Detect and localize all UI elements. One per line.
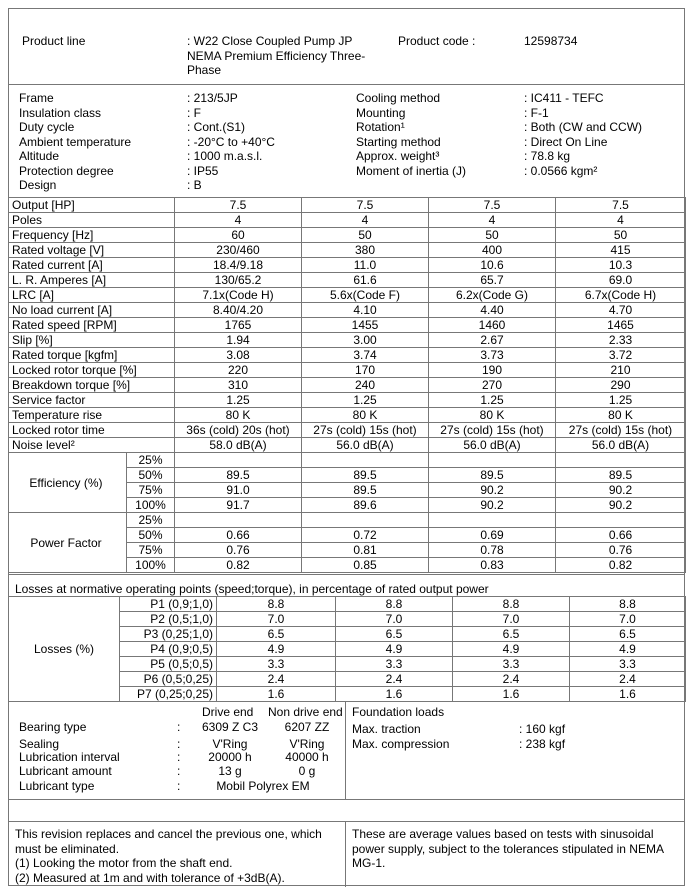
table-row	[9, 213, 686, 228]
spec-value: : IP55	[187, 163, 219, 178]
row-label: Rated voltage [V]	[9, 243, 175, 258]
cell-value: 0.72	[302, 528, 429, 543]
cell-value: 1765	[175, 318, 302, 333]
cell-value: 4	[556, 213, 686, 228]
cell-value: 0.85	[302, 558, 429, 573]
cell-value: 3.3	[217, 657, 336, 672]
spec-label: Frame	[19, 91, 54, 105]
non-drive-end-header: Non drive end	[268, 705, 343, 719]
cell-value: 1.94	[175, 333, 302, 348]
bearing-label: Lubrication interval	[19, 750, 120, 764]
cell-value: 220	[175, 363, 302, 378]
cell-value: 89.5	[175, 468, 302, 483]
cell-value: 6.7x(Code H)	[556, 288, 686, 303]
spec-label: Approx. weight³	[356, 149, 440, 163]
foundation-value: : 160 kgf	[519, 722, 566, 736]
operating-point: P4 (0,9;0,5)	[120, 642, 217, 657]
ratings-table	[8, 197, 686, 453]
cell-value: 7.5	[175, 198, 302, 213]
product-code-label: Product code :	[398, 34, 476, 48]
cell-value: 290	[556, 378, 686, 393]
cell-value: 90.2	[429, 498, 556, 513]
table-row	[9, 453, 686, 468]
table-row	[9, 597, 686, 612]
cell-value: 4.40	[429, 303, 556, 318]
bearing-colon: :	[177, 750, 181, 764]
row-label: Service factor	[9, 393, 175, 408]
cell-value	[429, 453, 556, 468]
row-label: Slip [%]	[9, 333, 175, 348]
drive-end-value: 6309 Z C3	[201, 720, 259, 734]
cell-value: 0.76	[175, 543, 302, 558]
spec-value: : Both (CW and CCW)	[524, 120, 643, 134]
table-row	[9, 258, 686, 273]
cell-value: 6.5	[336, 627, 453, 642]
cell-value: 4.9	[570, 642, 686, 657]
cell-value: 3.74	[302, 348, 429, 363]
note-line: MG-1.	[352, 856, 386, 870]
cell-value: 27s (cold) 15s (hot)	[302, 423, 429, 438]
foundation-label: Max. compression	[352, 737, 450, 751]
table-row	[9, 273, 686, 288]
spec-value: : -20°C to +40°C	[187, 134, 275, 149]
non-drive-end-value: 6207 ZZ	[284, 720, 330, 734]
cell-value: 90.2	[556, 498, 686, 513]
drive-end-value: V'Ring	[212, 737, 248, 751]
foundation-value: : 238 kgf	[519, 737, 566, 751]
cell-value: 91.0	[175, 483, 302, 498]
cell-value: 4	[302, 213, 429, 228]
row-label: Breakdown torque [%]	[9, 378, 175, 393]
cell-value: 0.76	[556, 543, 686, 558]
spec-value: : Cont.(S1)	[187, 120, 246, 134]
cell-value: 50	[429, 228, 556, 243]
cell-value: 6.2x(Code G)	[429, 288, 556, 303]
product-code-value: 12598734	[524, 34, 578, 48]
load-label: 75%	[127, 483, 175, 498]
cell-value: 8.8	[336, 597, 453, 612]
cell-value: 8.8	[453, 597, 570, 612]
cell-value: 8.40/4.20	[175, 303, 302, 318]
cell-value: 170	[302, 363, 429, 378]
operating-point: P6 (0,5;0,25)	[120, 672, 217, 687]
cell-value: 1.6	[453, 687, 570, 702]
cell-value: 4	[175, 213, 302, 228]
cell-value: 0.69	[429, 528, 556, 543]
divider	[9, 84, 684, 85]
spec-label: Mounting	[356, 105, 406, 120]
cell-value: 130/65.2	[175, 273, 302, 288]
cell-value: 2.4	[570, 672, 686, 687]
cell-value: 1.25	[556, 393, 686, 408]
cell-value: 210	[556, 363, 686, 378]
cell-value: 7.1x(Code H)	[175, 288, 302, 303]
row-label: Noise level²	[9, 438, 175, 453]
bearing-label: Sealing	[19, 737, 60, 751]
cell-value: 89.5	[302, 483, 429, 498]
cell-value: 230/460	[175, 243, 302, 258]
note-line: (1) Looking the motor from the shaft end.	[15, 856, 233, 870]
spec-value: : 213/5JP	[187, 91, 238, 105]
cell-value: 90.2	[429, 483, 556, 498]
note-line: These are average values based on tests with sinusoidal	[352, 827, 654, 841]
spec-value: : Direct On Line	[524, 134, 608, 149]
cell-value: 1460	[429, 318, 556, 333]
row-label: LRC [A]	[9, 288, 175, 303]
cell-value: 90.2	[556, 483, 686, 498]
cell-value: 58.0 dB(A)	[175, 438, 302, 453]
cell-value: 6.5	[217, 627, 336, 642]
cell-value: 0.82	[556, 558, 686, 573]
cell-value: 7.5	[429, 198, 556, 213]
cell-value: 3.08	[175, 348, 302, 363]
cell-value: 89.5	[429, 468, 556, 483]
power-factor-label: Power Factor	[9, 513, 127, 573]
drive-end-header: Drive end	[202, 705, 254, 719]
datasheet	[8, 8, 685, 886]
cell-value: 56.0 dB(A)	[429, 438, 556, 453]
cell-value: 4.9	[336, 642, 453, 657]
cell-value: 60	[175, 228, 302, 243]
cell-value: 1.6	[570, 687, 686, 702]
cell-value: 11.0	[302, 258, 429, 273]
cell-value: 89.5	[556, 468, 686, 483]
load-label: 25%	[127, 513, 175, 528]
divider	[345, 702, 346, 799]
table-row	[9, 393, 686, 408]
spec-label: Ambient temperature	[19, 134, 132, 149]
cell-value: 56.0 dB(A)	[556, 438, 686, 453]
row-label: Rated current [A]	[9, 258, 175, 273]
lubricant-type-value: Mobil Polyrex EM	[216, 779, 310, 793]
losses-table	[8, 596, 686, 702]
operating-point: P5 (0,5;0,5)	[120, 657, 217, 672]
cell-value	[175, 453, 302, 468]
cell-value	[302, 513, 429, 528]
drive-end-value: 20000 h	[208, 750, 252, 764]
cell-value: 0.66	[556, 528, 686, 543]
cell-value: 89.5	[302, 468, 429, 483]
bearing-label: Lubricant amount	[19, 764, 112, 778]
cell-value: 69.0	[556, 273, 686, 288]
row-label: Locked rotor torque [%]	[9, 363, 175, 378]
load-label: 100%	[127, 498, 175, 513]
table-row	[9, 318, 686, 333]
drive-end-value: 13 g	[218, 764, 242, 778]
spec-label: Rotation¹	[356, 120, 405, 134]
spec-label: Starting method	[356, 134, 441, 149]
cell-value: 270	[429, 378, 556, 393]
cell-value: 50	[302, 228, 429, 243]
load-label: 75%	[127, 543, 175, 558]
table-row	[9, 333, 686, 348]
cell-value: 5.6x(Code F)	[302, 288, 429, 303]
divider	[9, 574, 684, 575]
product-line-value: : W22 Close Coupled Pump JP NEMA Premium Efficiency Three-Phase	[187, 34, 366, 77]
spec-value: : 78.8 kg	[524, 149, 571, 163]
cell-value: 4	[429, 213, 556, 228]
cell-value: 3.3	[453, 657, 570, 672]
product-line-label: Product line	[22, 34, 86, 48]
load-label: 25%	[127, 453, 175, 468]
cell-value: 80 K	[302, 408, 429, 423]
cell-value: 400	[429, 243, 556, 258]
operating-point: P2 (0,5;1,0)	[120, 612, 217, 627]
cell-value	[429, 513, 556, 528]
spec-label: Insulation class	[19, 105, 102, 120]
cell-value: 3.3	[336, 657, 453, 672]
operating-point: P3 (0,25;1,0)	[120, 627, 217, 642]
cell-value: 0.66	[175, 528, 302, 543]
cell-value: 36s (cold) 20s (hot)	[175, 423, 302, 438]
operating-point: P1 (0,9;1,0)	[120, 597, 217, 612]
cell-value: 80 K	[556, 408, 686, 423]
spec-label: Protection degree	[19, 163, 114, 178]
cell-value: 3.73	[429, 348, 556, 363]
table-row	[9, 303, 686, 318]
cell-value: 3.72	[556, 348, 686, 363]
cell-value: 7.0	[336, 612, 453, 627]
lubricant-type-label: Lubricant type	[19, 779, 95, 793]
cell-value: 91.7	[175, 498, 302, 513]
divider	[345, 821, 346, 887]
non-drive-end-value: V'Ring	[289, 737, 325, 751]
divider	[9, 821, 684, 822]
load-label: 50%	[127, 468, 175, 483]
load-label: 50%	[127, 528, 175, 543]
cell-value	[556, 513, 686, 528]
cell-value: 27s (cold) 15s (hot)	[556, 423, 686, 438]
cell-value: 3.3	[570, 657, 686, 672]
row-label: Frequency [Hz]	[9, 228, 175, 243]
note-line: (2) Measured at 1m and with tolerance of +3dB(A).	[15, 870, 285, 885]
cell-value: 7.5	[302, 198, 429, 213]
table-row	[9, 348, 686, 363]
lubricant-type-colon: :	[177, 779, 181, 793]
table-row	[9, 408, 686, 423]
cell-value: 1.6	[217, 687, 336, 702]
cell-value: 50	[556, 228, 686, 243]
row-label: Temperature rise	[9, 408, 175, 423]
spec-label: Cooling method	[356, 91, 441, 105]
cell-value: 6.5	[453, 627, 570, 642]
row-label: Rated torque [kgfm]	[9, 348, 175, 363]
spec-value: : IC411 - TEFC	[524, 91, 604, 105]
row-label: Rated speed [RPM]	[9, 318, 175, 333]
cell-value: 61.6	[302, 273, 429, 288]
cell-value: 89.6	[302, 498, 429, 513]
note-line: power supply, subject to the tolerances stipulated in NEMA	[352, 841, 664, 856]
cell-value: 0.82	[175, 558, 302, 573]
cell-value: 8.8	[570, 597, 686, 612]
cell-value	[556, 453, 686, 468]
cell-value: 4.70	[556, 303, 686, 318]
load-label: 100%	[127, 558, 175, 573]
efficiency-pf-table	[8, 452, 686, 573]
cell-value: 0.78	[429, 543, 556, 558]
spec-value: : B	[187, 178, 202, 192]
cell-value: 4.9	[453, 642, 570, 657]
cell-value: 65.7	[429, 273, 556, 288]
cell-value: 1.25	[302, 393, 429, 408]
cell-value	[175, 513, 302, 528]
cell-value: 10.6	[429, 258, 556, 273]
row-label: Poles	[9, 213, 175, 228]
note-line: must be eliminated.	[15, 841, 120, 856]
row-label: L. R. Amperes [A]	[9, 273, 175, 288]
row-label: No load current [A]	[9, 303, 175, 318]
spec-value: : F-1	[524, 105, 549, 120]
table-row	[9, 363, 686, 378]
bearing-colon: :	[177, 720, 181, 734]
table-row	[9, 438, 686, 453]
spec-value: : 1000 m.a.s.l.	[187, 149, 263, 163]
cell-value: 6.5	[570, 627, 686, 642]
cell-value: 310	[175, 378, 302, 393]
cell-value: 2.67	[429, 333, 556, 348]
table-row	[9, 198, 686, 213]
spec-value: : F	[187, 105, 201, 120]
non-drive-end-value: 40000 h	[285, 750, 329, 764]
foundation-title: Foundation loads	[352, 705, 445, 719]
bearing-colon: :	[177, 764, 181, 778]
cell-value: 18.4/9.18	[175, 258, 302, 273]
row-label: Locked rotor time	[9, 423, 175, 438]
cell-value: 380	[302, 243, 429, 258]
bearing-label: Bearing type	[19, 720, 87, 734]
cell-value: 2.4	[217, 672, 336, 687]
table-row	[9, 423, 686, 438]
cell-value: 2.4	[336, 672, 453, 687]
cell-value: 1.6	[336, 687, 453, 702]
spec-value: : 0.0566 kgm²	[524, 163, 598, 178]
row-label: Output [HP]	[9, 198, 175, 213]
losses-label: Losses (%)	[9, 597, 120, 702]
operating-point: P7 (0,25;0,25)	[120, 687, 217, 702]
cell-value: 1455	[302, 318, 429, 333]
cell-value: 80 K	[429, 408, 556, 423]
cell-value: 7.5	[556, 198, 686, 213]
table-row	[9, 513, 686, 528]
cell-value: 7.0	[570, 612, 686, 627]
cell-value: 0.83	[429, 558, 556, 573]
spec-label: Duty cycle	[19, 120, 75, 134]
cell-value: 2.33	[556, 333, 686, 348]
spec-label: Design	[19, 178, 57, 192]
cell-value	[302, 453, 429, 468]
cell-value: 7.0	[453, 612, 570, 627]
foundation-label: Max. traction	[352, 722, 421, 736]
cell-value: 10.3	[556, 258, 686, 273]
cell-value: 1.25	[429, 393, 556, 408]
losses-title: Losses at normative operating points (speed;torque), in percentage of rated output power	[15, 582, 489, 596]
cell-value: 415	[556, 243, 686, 258]
efficiency-label: Efficiency (%)	[9, 453, 127, 513]
table-row	[9, 243, 686, 258]
cell-value: 4.9	[217, 642, 336, 657]
cell-value: 27s (cold) 15s (hot)	[429, 423, 556, 438]
table-row	[9, 288, 686, 303]
cell-value: 8.8	[217, 597, 336, 612]
cell-value: 1.25	[175, 393, 302, 408]
cell-value: 3.00	[302, 333, 429, 348]
table-row	[9, 228, 686, 243]
cell-value: 240	[302, 378, 429, 393]
note-line: This revision replaces and cancel the previous one, which	[15, 827, 322, 841]
cell-value: 2.4	[453, 672, 570, 687]
cell-value: 56.0 dB(A)	[302, 438, 429, 453]
cell-value: 1465	[556, 318, 686, 333]
spec-label: Moment of inertia (J)	[356, 163, 467, 178]
non-drive-end-value: 0 g	[298, 764, 316, 778]
cell-value: 7.0	[217, 612, 336, 627]
cell-value: 190	[429, 363, 556, 378]
bearing-colon: :	[177, 737, 181, 751]
table-row	[9, 378, 686, 393]
divider	[9, 799, 684, 800]
cell-value: 0.81	[302, 543, 429, 558]
spec-label: Altitude	[19, 149, 60, 163]
cell-value: 4.10	[302, 303, 429, 318]
cell-value: 80 K	[175, 408, 302, 423]
